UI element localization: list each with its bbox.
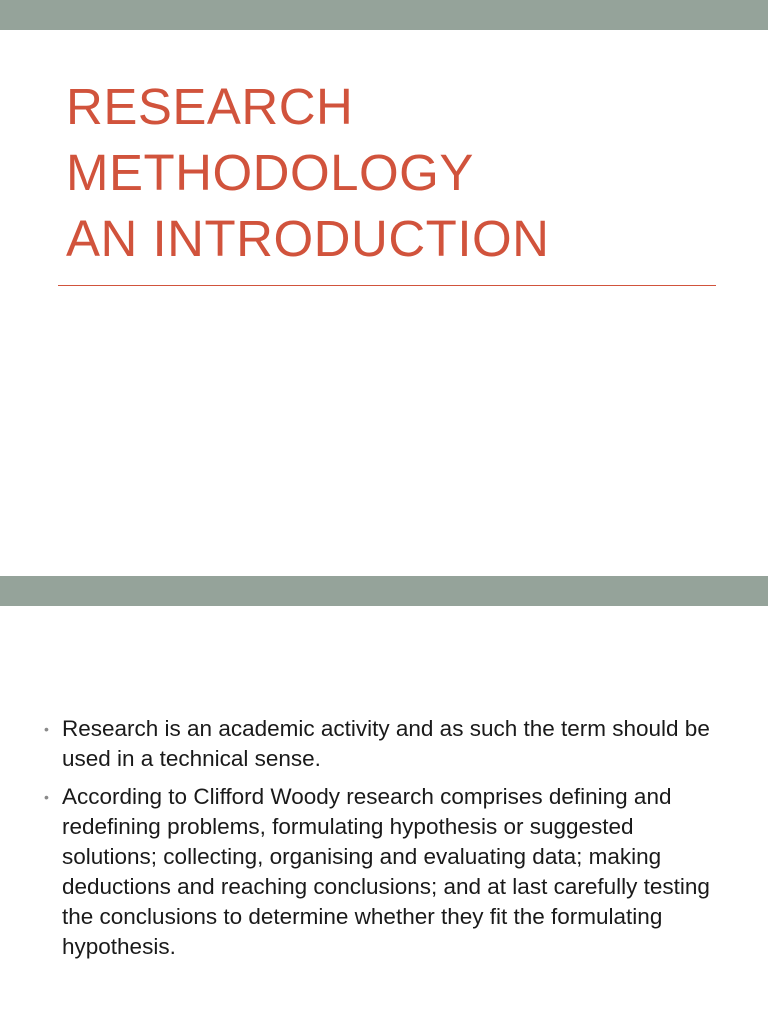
bullet-icon: • bbox=[44, 721, 49, 737]
top-accent-band bbox=[0, 0, 768, 30]
title-line-1: RESEARCH bbox=[66, 78, 354, 135]
bullet-list bbox=[44, 714, 734, 970]
bullet-text: Research is an academic activity and as such the term should be used in a technical sense. bbox=[62, 716, 710, 771]
slide-divider-band bbox=[0, 576, 768, 606]
list-item bbox=[44, 782, 734, 962]
title-line-2: METHODOLOGY bbox=[66, 144, 474, 201]
title-underline-rule bbox=[58, 285, 716, 286]
slide-title bbox=[66, 74, 549, 272]
list-item bbox=[44, 714, 734, 774]
bullet-icon: • bbox=[44, 789, 49, 805]
bullet-text: According to Clifford Woody research comprises defining and redefining problems, formulating hypothesis or suggested solutions; collecting, organising and evaluating data; making deductions and reaching conclusions; and at last carefully testing the conclusions to determine whether they fit the formulating hypothesis. bbox=[62, 784, 710, 959]
title-line-3: AN INTRODUCTION bbox=[66, 210, 550, 267]
